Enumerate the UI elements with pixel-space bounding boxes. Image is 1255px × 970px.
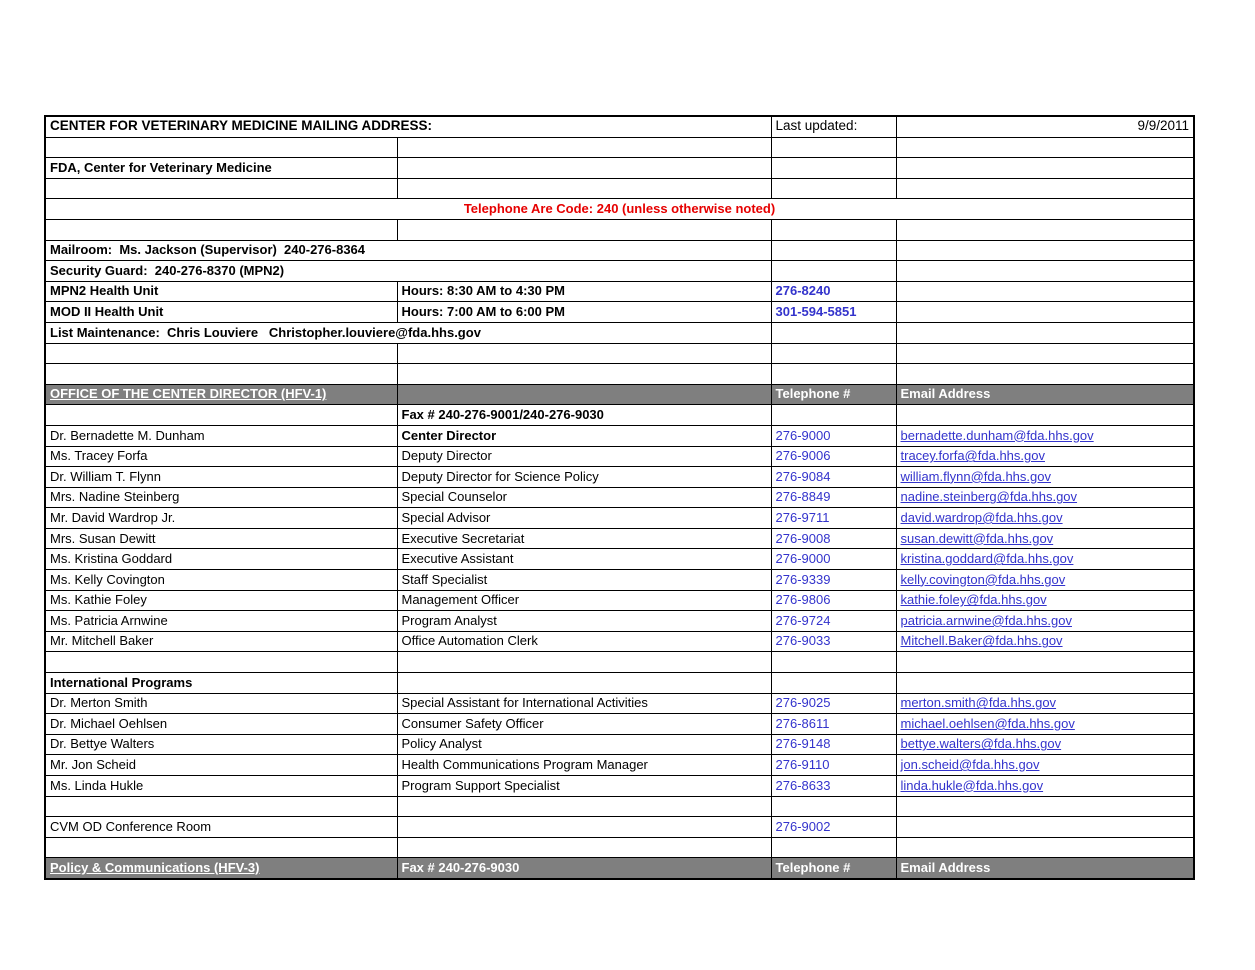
person-name: Dr. Bettye Walters bbox=[45, 734, 397, 755]
person-title: Program Support Specialist bbox=[397, 776, 771, 797]
empty-cell bbox=[896, 261, 1194, 282]
mailroom-info: Mailroom: Ms. Jackson (Supervisor) 240-276-8364 bbox=[45, 240, 771, 261]
last-updated-label: Last updated: bbox=[771, 116, 896, 137]
person-name: Ms. Kathie Foley bbox=[45, 590, 397, 611]
empty-cell bbox=[397, 219, 771, 240]
email-link[interactable]: kathie.foley@fda.hhs.gov bbox=[900, 592, 1047, 608]
empty-cell bbox=[45, 652, 397, 673]
email-link[interactable]: william.flynn@fda.hhs.gov bbox=[900, 468, 1051, 484]
email-link[interactable]: linda.hukle@fda.hhs.gov bbox=[900, 777, 1044, 793]
phone-number: 276-9033 bbox=[771, 631, 896, 652]
security-guard-row bbox=[45, 261, 1194, 282]
email-cell bbox=[896, 570, 1194, 591]
last-updated-value: 9/9/2011 bbox=[896, 116, 1194, 137]
empty-cell bbox=[896, 796, 1194, 817]
directory-row bbox=[45, 549, 1194, 570]
empty-cell bbox=[771, 137, 896, 158]
empty-cell bbox=[896, 673, 1194, 694]
conference-room-name: CVM OD Conference Room bbox=[45, 817, 397, 838]
directory-row bbox=[45, 467, 1194, 488]
person-title: Special Counselor bbox=[397, 487, 771, 508]
email-cell bbox=[896, 508, 1194, 529]
empty-cell bbox=[896, 178, 1194, 199]
person-title: Special Advisor bbox=[397, 508, 771, 529]
spacer-row bbox=[45, 137, 1194, 158]
spacer-row bbox=[45, 796, 1194, 817]
email-link[interactable]: bettye.walters@fda.hhs.gov bbox=[900, 736, 1062, 752]
empty-cell bbox=[771, 652, 896, 673]
spacer-row bbox=[45, 364, 1194, 385]
person-title: Center Director bbox=[397, 425, 771, 446]
person-name: Dr. Bernadette M. Dunham bbox=[45, 425, 397, 446]
empty-cell bbox=[45, 837, 397, 858]
person-title: Staff Specialist bbox=[397, 570, 771, 591]
person-name: Mr. Mitchell Baker bbox=[45, 631, 397, 652]
person-name: Ms. Kristina Goddard bbox=[45, 549, 397, 570]
phone-number: 276-9724 bbox=[771, 611, 896, 632]
directory-row bbox=[45, 611, 1194, 632]
email-cell bbox=[896, 714, 1194, 735]
director-section-header bbox=[45, 384, 1194, 405]
email-link[interactable]: nadine.steinberg@fda.hhs.gov bbox=[900, 489, 1078, 505]
email-cell bbox=[896, 631, 1194, 652]
empty-cell bbox=[896, 158, 1194, 179]
directory-row bbox=[45, 693, 1194, 714]
email-link[interactable]: patricia.arnwine@fda.hhs.gov bbox=[900, 612, 1072, 628]
empty-cell bbox=[896, 240, 1194, 261]
directory-row bbox=[45, 528, 1194, 549]
spacer-row bbox=[45, 837, 1194, 858]
empty-cell bbox=[45, 405, 397, 426]
empty-cell bbox=[896, 652, 1194, 673]
person-name: Mr. Jon Scheid bbox=[45, 755, 397, 776]
mod2-health-unit-label: MOD II Health Unit bbox=[45, 302, 397, 323]
empty-cell bbox=[45, 137, 397, 158]
empty-cell bbox=[397, 796, 771, 817]
org-row bbox=[45, 158, 1194, 179]
directory-row bbox=[45, 714, 1194, 735]
empty-cell bbox=[45, 178, 397, 199]
directory-row bbox=[45, 446, 1194, 467]
phone-number: 276-9000 bbox=[771, 425, 896, 446]
person-name: Dr. Michael Oehlsen bbox=[45, 714, 397, 735]
director-fax-number: Fax # 240-276-9001/240-276-9030 bbox=[397, 405, 771, 426]
page-title: CENTER FOR VETERINARY MEDICINE MAILING ADDRESS: bbox=[45, 116, 771, 137]
email-cell bbox=[896, 776, 1194, 797]
phone-number: 276-8849 bbox=[771, 487, 896, 508]
person-title: Health Communications Program Manager bbox=[397, 755, 771, 776]
list-maintenance-row bbox=[45, 322, 1194, 343]
empty-cell bbox=[771, 343, 896, 364]
phone-number: 276-9806 bbox=[771, 590, 896, 611]
empty-cell bbox=[771, 178, 896, 199]
email-column-header: Email Address bbox=[896, 384, 1194, 405]
person-name: Mrs. Nadine Steinberg bbox=[45, 487, 397, 508]
mod2-hours: Hours: 7:00 AM to 6:00 PM bbox=[397, 302, 771, 323]
mailroom-row bbox=[45, 240, 1194, 261]
empty-cell bbox=[896, 405, 1194, 426]
email-cell bbox=[896, 528, 1194, 549]
email-link[interactable]: david.wardrop@fda.hhs.gov bbox=[900, 509, 1063, 525]
person-title: Deputy Director bbox=[397, 446, 771, 467]
directory-row bbox=[45, 776, 1194, 797]
mod2-phone-number: 301-594-5851 bbox=[771, 302, 896, 323]
empty-cell bbox=[397, 178, 771, 199]
phone-number: 276-9000 bbox=[771, 549, 896, 570]
email-cell bbox=[896, 755, 1194, 776]
mpn2-health-unit-row bbox=[45, 281, 1194, 302]
directory-row bbox=[45, 590, 1194, 611]
security-guard-info: Security Guard: 240-276-8370 (MPN2) bbox=[45, 261, 771, 282]
intl-programs-title: International Programs bbox=[45, 673, 397, 694]
directory-row bbox=[45, 487, 1194, 508]
person-title: Management Officer bbox=[397, 590, 771, 611]
phone-number: 276-9084 bbox=[771, 467, 896, 488]
title-row bbox=[45, 116, 1194, 137]
empty-cell bbox=[896, 322, 1194, 343]
phone-number: 276-9711 bbox=[771, 508, 896, 529]
empty-cell bbox=[771, 240, 896, 261]
mpn2-hours: Hours: 8:30 AM to 4:30 PM bbox=[397, 281, 771, 302]
spacer-row bbox=[45, 652, 1194, 673]
person-title: Special Assistant for International Activities bbox=[397, 693, 771, 714]
email-link[interactable]: michael.oehlsen@fda.hhs.gov bbox=[900, 715, 1075, 731]
empty-cell bbox=[397, 817, 771, 838]
person-title: Policy Analyst bbox=[397, 734, 771, 755]
person-name: Dr. Merton Smith bbox=[45, 693, 397, 714]
directory-row bbox=[45, 734, 1194, 755]
empty-cell bbox=[45, 364, 397, 385]
empty-cell bbox=[896, 343, 1194, 364]
empty-cell bbox=[397, 673, 771, 694]
notice-row bbox=[45, 199, 1194, 220]
phone-column-header: Telephone # bbox=[771, 858, 896, 879]
empty-cell bbox=[896, 281, 1194, 302]
person-name: Mr. David Wardrop Jr. bbox=[45, 508, 397, 529]
person-name: Mrs. Susan Dewitt bbox=[45, 528, 397, 549]
empty-cell bbox=[896, 837, 1194, 858]
intl-programs-header-row bbox=[45, 673, 1194, 694]
empty-cell bbox=[771, 796, 896, 817]
empty-cell bbox=[397, 137, 771, 158]
empty-cell bbox=[771, 405, 896, 426]
email-cell bbox=[896, 446, 1194, 467]
email-cell bbox=[896, 590, 1194, 611]
empty-cell bbox=[771, 673, 896, 694]
phone-number: 276-9006 bbox=[771, 446, 896, 467]
phone-number: 276-8611 bbox=[771, 714, 896, 735]
conference-room-phone: 276-9002 bbox=[771, 817, 896, 838]
directory-row bbox=[45, 755, 1194, 776]
email-link[interactable]: kristina.goddard@fda.hhs.gov bbox=[900, 551, 1074, 567]
conference-room-row bbox=[45, 817, 1194, 838]
empty-cell bbox=[397, 652, 771, 673]
empty-cell bbox=[397, 384, 771, 405]
email-link[interactable]: Mitchell.Baker@fda.hhs.gov bbox=[900, 633, 1063, 649]
mod2-health-unit-row bbox=[45, 302, 1194, 323]
phone-number: 276-8633 bbox=[771, 776, 896, 797]
empty-cell bbox=[397, 364, 771, 385]
phone-number: 276-9025 bbox=[771, 693, 896, 714]
empty-cell bbox=[397, 158, 771, 179]
person-name: Ms. Patricia Arnwine bbox=[45, 611, 397, 632]
person-title: Program Analyst bbox=[397, 611, 771, 632]
policy-section-header bbox=[45, 858, 1194, 879]
spacer-row bbox=[45, 343, 1194, 364]
phone-number: 276-9339 bbox=[771, 570, 896, 591]
email-cell bbox=[896, 734, 1194, 755]
person-name: Ms. Tracey Forfa bbox=[45, 446, 397, 467]
empty-cell bbox=[397, 837, 771, 858]
spacer-row bbox=[45, 219, 1194, 240]
mpn2-health-unit-label: MPN2 Health Unit bbox=[45, 281, 397, 302]
email-link[interactable]: kelly.covington@fda.hhs.gov bbox=[900, 571, 1066, 587]
directory-row bbox=[45, 508, 1194, 529]
directory-table bbox=[44, 115, 1195, 880]
empty-cell bbox=[771, 322, 896, 343]
email-cell bbox=[896, 549, 1194, 570]
empty-cell bbox=[397, 343, 771, 364]
email-link[interactable]: tracey.forfa@fda.hhs.gov bbox=[900, 448, 1045, 464]
empty-cell bbox=[45, 796, 397, 817]
empty-cell bbox=[896, 364, 1194, 385]
person-name: Ms. Linda Hukle bbox=[45, 776, 397, 797]
person-title: Office Automation Clerk bbox=[397, 631, 771, 652]
person-title: Executive Secretariat bbox=[397, 528, 771, 549]
empty-cell bbox=[896, 817, 1194, 838]
list-maintenance-info: List Maintenance: Chris Louviere Christopher.louviere@fda.hhs.gov bbox=[45, 322, 771, 343]
empty-cell bbox=[771, 837, 896, 858]
phone-column-header: Telephone # bbox=[771, 384, 896, 405]
org-name: FDA, Center for Veterinary Medicine bbox=[45, 158, 397, 179]
email-cell bbox=[896, 487, 1194, 508]
empty-cell bbox=[771, 261, 896, 282]
email-cell bbox=[896, 693, 1194, 714]
policy-section-title: Policy & Communications (HFV-3) bbox=[45, 858, 397, 879]
directory-row bbox=[45, 570, 1194, 591]
area-code-notice: Telephone Are Code: 240 (unless otherwise noted) bbox=[45, 199, 1194, 220]
empty-cell bbox=[896, 137, 1194, 158]
email-link[interactable]: susan.dewitt@fda.hhs.gov bbox=[900, 530, 1054, 546]
email-link[interactable]: bernadette.dunham@fda.hhs.gov bbox=[900, 427, 1094, 443]
empty-cell bbox=[771, 219, 896, 240]
empty-cell bbox=[45, 343, 397, 364]
director-section-title: OFFICE OF THE CENTER DIRECTOR (HFV-1) bbox=[45, 384, 397, 405]
empty-cell bbox=[771, 158, 896, 179]
empty-cell bbox=[896, 219, 1194, 240]
empty-cell bbox=[896, 302, 1194, 323]
directory-row bbox=[45, 631, 1194, 652]
empty-cell bbox=[771, 364, 896, 385]
person-title: Deputy Director for Science Policy bbox=[397, 467, 771, 488]
mpn2-phone-number: 276-8240 bbox=[771, 281, 896, 302]
empty-cell bbox=[45, 219, 397, 240]
email-cell bbox=[896, 425, 1194, 446]
fax-row bbox=[45, 405, 1194, 426]
email-link[interactable]: jon.scheid@fda.hhs.gov bbox=[900, 757, 1040, 773]
directory-row bbox=[45, 425, 1194, 446]
email-cell bbox=[896, 467, 1194, 488]
phone-number: 276-9008 bbox=[771, 528, 896, 549]
spacer-row bbox=[45, 178, 1194, 199]
phone-number: 276-9110 bbox=[771, 755, 896, 776]
phone-number: 276-9148 bbox=[771, 734, 896, 755]
policy-fax-number: Fax # 240-276-9030 bbox=[397, 858, 771, 879]
person-name: Ms. Kelly Covington bbox=[45, 570, 397, 591]
person-title: Consumer Safety Officer bbox=[397, 714, 771, 735]
person-name: Dr. William T. Flynn bbox=[45, 467, 397, 488]
person-title: Executive Assistant bbox=[397, 549, 771, 570]
email-column-header: Email Address bbox=[896, 858, 1194, 879]
email-cell bbox=[896, 611, 1194, 632]
email-link[interactable]: merton.smith@fda.hhs.gov bbox=[900, 695, 1057, 711]
